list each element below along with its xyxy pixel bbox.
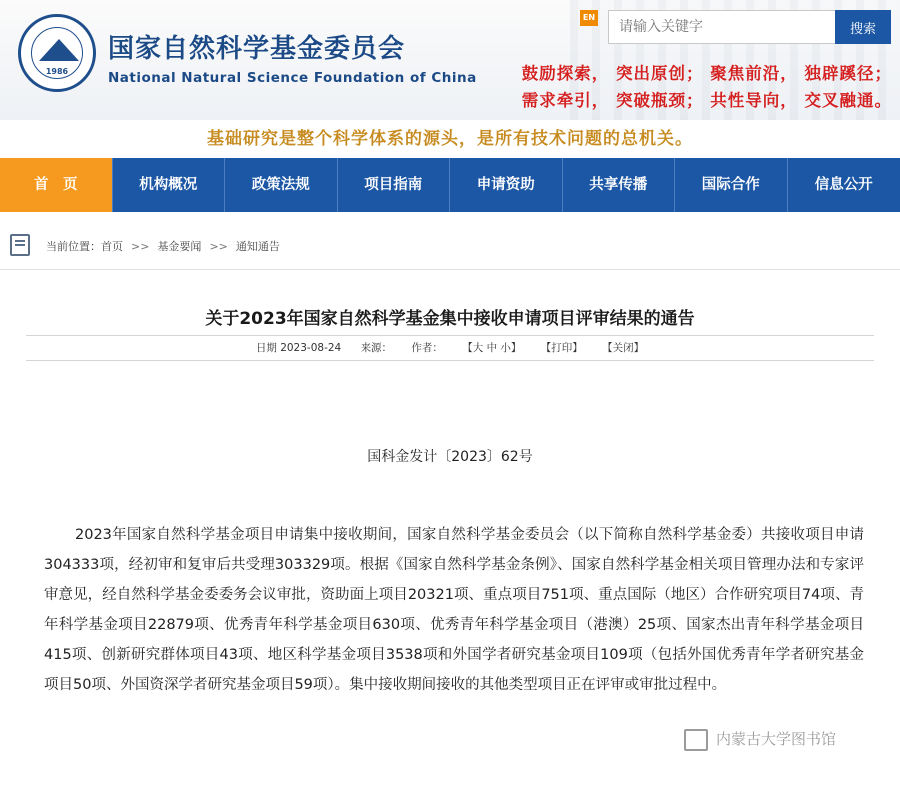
font-size-control[interactable]: 【大 中 小】 bbox=[462, 342, 522, 354]
breadcrumb bbox=[0, 212, 900, 270]
logo-year: 1986 bbox=[45, 67, 69, 76]
library-logo-icon bbox=[684, 729, 708, 751]
org-name-chinese: 国家自然科学基金委员会 bbox=[108, 34, 406, 64]
meta-date: 日期 2023-08-24 bbox=[255, 342, 342, 354]
slogan-line-2: 需求牵引， 突破瓶颈； 共性导向， 交叉融通。 bbox=[521, 91, 892, 110]
meta-author: 作者： bbox=[411, 342, 443, 354]
nsfc-logo[interactable] bbox=[18, 14, 96, 92]
nav-item-policies[interactable]: 政策法规 bbox=[225, 158, 338, 212]
meta-source: 来源： bbox=[360, 342, 393, 354]
nav-item-project-guide[interactable]: 项目指南 bbox=[338, 158, 451, 212]
nav-item-home[interactable]: 首 页 bbox=[0, 158, 113, 212]
nav-item-international[interactable]: 国际合作 bbox=[675, 158, 788, 212]
nav-item-apply-funding[interactable]: 申请资助 bbox=[450, 158, 563, 212]
article-title: 关于2023年国家自然科学基金集中接收申请项目评审结果的通告 bbox=[205, 309, 695, 329]
article-meta bbox=[26, 335, 874, 361]
breadcrumb-item-home[interactable]: 首页 bbox=[101, 240, 123, 253]
slogan-line-1: 鼓励探索， 突出原创； 聚焦前沿， 独辟蹊径； bbox=[521, 64, 892, 83]
watermark-text: 内蒙古大学图书馆 bbox=[716, 730, 837, 748]
nav-item-sharing[interactable]: 共享传播 bbox=[563, 158, 676, 212]
article-body-paragraph: 2023年国家自然科学基金项目申请集中接收期间，国家自然科学基金委员会（以下简称自然科学基金委）共接收项目申请304333项，经初审和复审后共受理303329项。根据《国家自然科学基金条例》、国家自然科学基金相关项目管理办法和专家评审意见，经自然科学基金委委务会议审批，资助面上项目20321项、重点项目751项、重点国际（地区）合作研究项目74项、青年科学基金项目22879项、优秀青年科学基金项目630项、优秀青年科学基金项目（港澳）25项、国家杰出青年科学基金项目415项、创新研究群体项目43项、地区科学基金项目3538项和外国学者研究基金项目109项（包括外国优秀青年学者研究基金项目50项、外国资深学者研究基金项目59项）。集中接收期间接收的其他类型项目正在评审或审批过程中。 bbox=[44, 527, 864, 693]
breadcrumb-separator: >> bbox=[131, 240, 150, 253]
close-link[interactable]: 【关闭】 bbox=[602, 342, 645, 354]
document-number: 国科金发计〔2023〕62号 bbox=[367, 449, 533, 465]
mountain-icon bbox=[39, 39, 79, 61]
breadcrumb-item-news[interactable]: 基金要闻 bbox=[157, 240, 202, 253]
breadcrumb-item-notices[interactable]: 通知通告 bbox=[235, 240, 280, 253]
breadcrumb-text bbox=[46, 238, 280, 254]
nav-item-disclosure[interactable]: 信息公开 bbox=[814, 177, 873, 193]
library-watermark bbox=[684, 728, 836, 751]
org-name-english: National Natural Science Foundation of China bbox=[108, 70, 477, 86]
motto-banner: 基础研究是整个科学体系的源头，是所有技术问题的总机关。 bbox=[207, 129, 693, 149]
breadcrumb-separator: >> bbox=[209, 240, 228, 253]
nav-item-about[interactable]: 机构概况 bbox=[113, 158, 226, 212]
breadcrumb-prefix: 当前位置： bbox=[46, 240, 101, 253]
print-link[interactable]: 【打印】 bbox=[540, 342, 583, 354]
search-button[interactable]: 搜索 bbox=[835, 10, 891, 44]
english-language-button[interactable]: EN bbox=[580, 10, 598, 26]
search-input[interactable] bbox=[608, 10, 836, 44]
site-header bbox=[0, 0, 900, 120]
main-nav bbox=[0, 158, 900, 212]
document-icon bbox=[10, 234, 30, 256]
